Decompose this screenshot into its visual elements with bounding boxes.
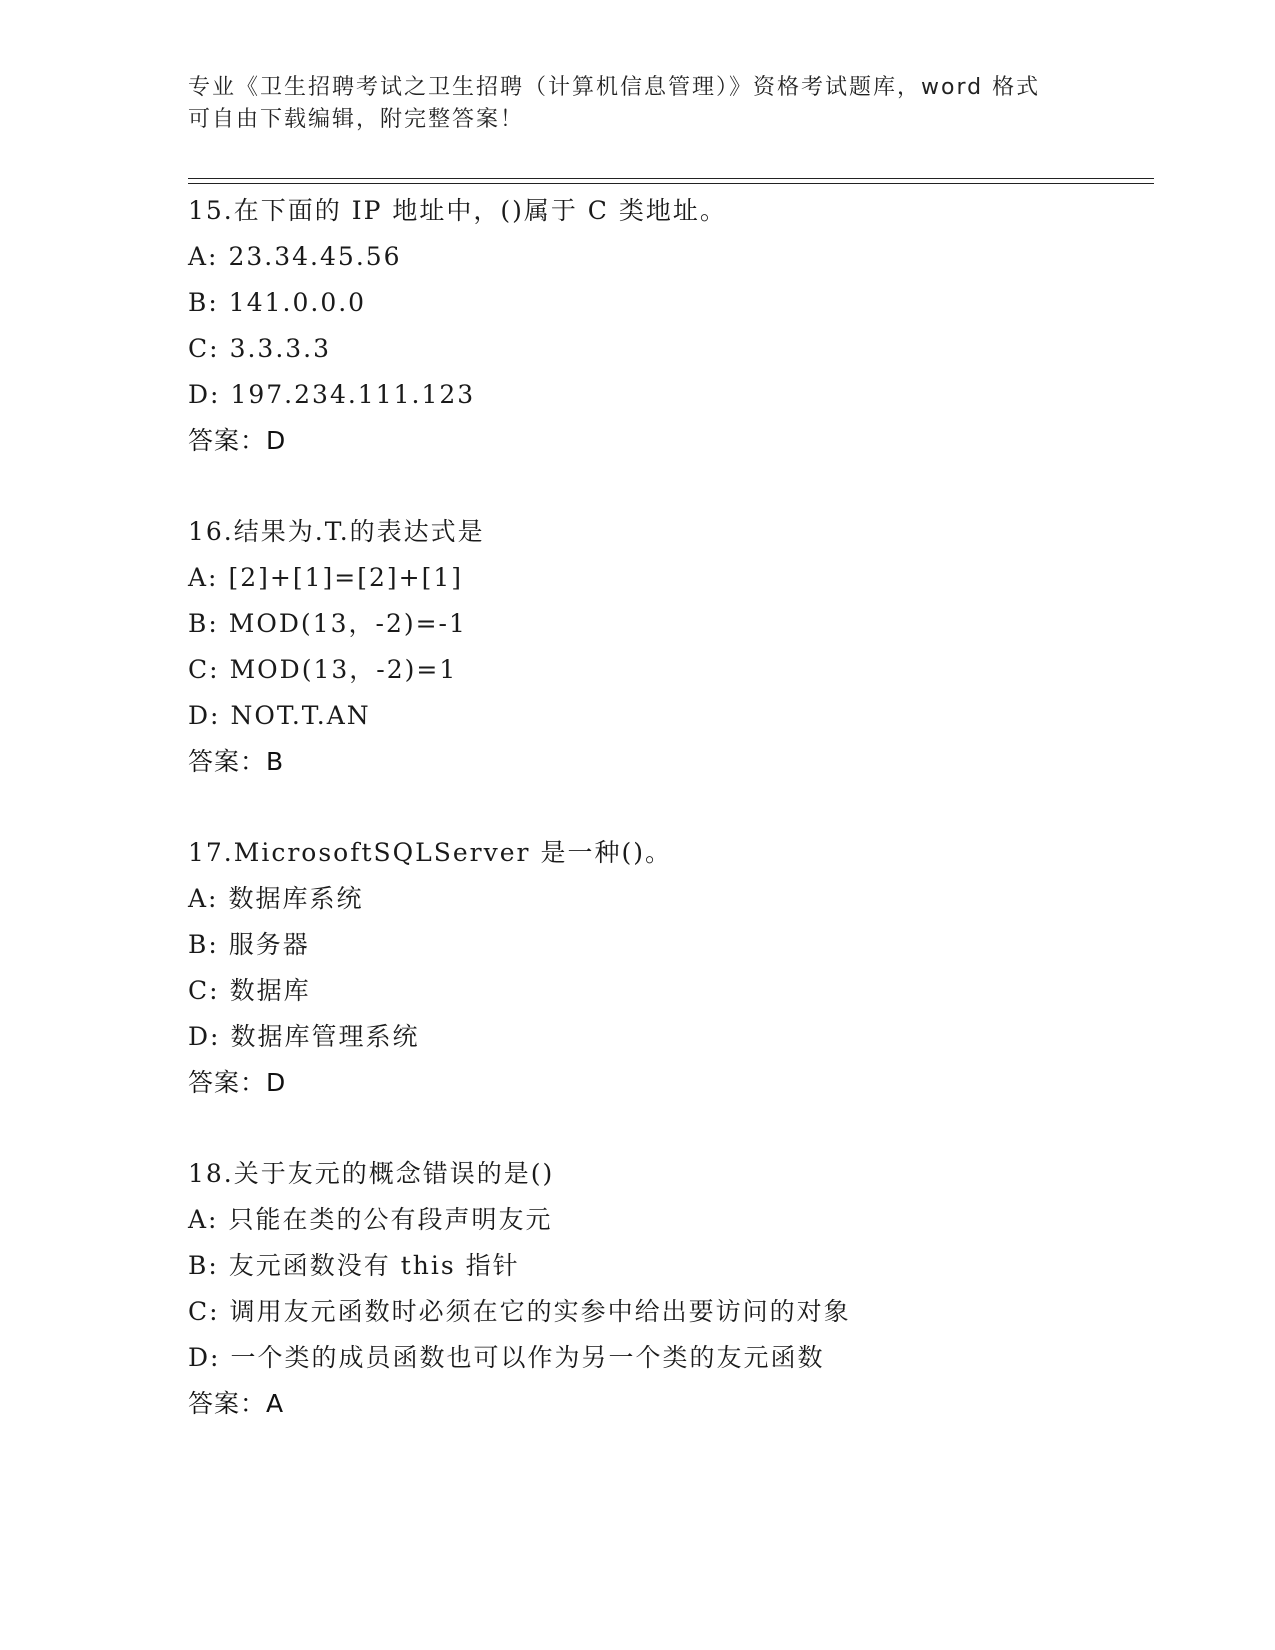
option-d	[188, 1335, 1148, 1381]
question-stem: 17.MicrosoftSQLServer 是一种()。	[188, 838, 672, 867]
question-17	[188, 830, 1148, 1106]
option-key: C:	[188, 976, 220, 1005]
option-text: 友元函数没有 this 指针	[228, 1251, 520, 1280]
option-key: B:	[188, 1251, 219, 1280]
option-text: MOD(13，-2)=-1	[228, 609, 467, 638]
option-key: A:	[188, 563, 219, 592]
option-text: 只能在类的公有段声明友元	[228, 1205, 553, 1234]
header-divider-top	[188, 178, 1154, 179]
option-d	[188, 693, 1148, 739]
option-key: B:	[188, 288, 219, 317]
header-divider-bottom	[188, 183, 1154, 184]
option-text: 197.234.111.123	[230, 380, 476, 409]
document-header	[188, 72, 1088, 136]
option-text: NOT.T.AN	[230, 701, 371, 730]
answer-line: 答案：B	[188, 747, 285, 776]
question-stem: 15.在下面的 IP 地址中，()属于 C 类地址。	[188, 196, 727, 225]
option-a	[188, 555, 1148, 601]
question-stem: 16.结果为.T.的表达式是	[188, 517, 485, 546]
option-text: MOD(13，-2)=1	[229, 655, 458, 684]
option-key: A:	[188, 1205, 219, 1234]
option-a	[188, 234, 1148, 280]
option-a	[188, 876, 1148, 922]
question-18	[188, 1151, 1148, 1427]
option-c	[188, 1289, 1148, 1335]
option-key: B:	[188, 930, 219, 959]
option-key: B:	[188, 609, 219, 638]
question-15	[188, 188, 1148, 464]
answer-line: 答案：D	[188, 1068, 287, 1097]
answer-line: 答案：A	[188, 1389, 285, 1418]
header-line-2: 可自由下载编辑，附完整答案！	[188, 107, 525, 132]
option-b	[188, 280, 1148, 326]
option-key: D:	[188, 1343, 221, 1372]
option-b	[188, 601, 1148, 647]
option-text: 调用友元函数时必须在它的实参中给出要访问的对象	[229, 1297, 851, 1326]
option-c	[188, 968, 1148, 1014]
option-text: 数据库管理系统	[230, 1022, 420, 1051]
option-text: 23.34.45.56	[228, 242, 402, 271]
question-16	[188, 509, 1148, 785]
option-b	[188, 1243, 1148, 1289]
option-c	[188, 326, 1148, 372]
question-list	[188, 188, 1148, 1472]
option-key: C:	[188, 334, 220, 363]
option-text: 服务器	[228, 930, 310, 959]
option-d	[188, 372, 1148, 418]
option-text: 一个类的成员函数也可以作为另一个类的友元函数	[230, 1343, 825, 1372]
option-key: A:	[188, 884, 219, 913]
option-text: 数据库	[229, 976, 311, 1005]
option-key: A:	[188, 242, 219, 271]
option-key: C:	[188, 655, 220, 684]
option-d	[188, 1014, 1148, 1060]
option-key: D:	[188, 380, 221, 409]
option-key: D:	[188, 701, 221, 730]
option-text: 数据库系统	[228, 884, 364, 913]
answer-line: 答案：D	[188, 426, 287, 455]
option-text: 3.3.3.3	[229, 334, 332, 363]
option-key: C:	[188, 1297, 220, 1326]
option-b	[188, 922, 1148, 968]
option-text: 141.0.0.0	[228, 288, 367, 317]
option-text: [2]+[1]=[2]+[1]	[228, 563, 463, 592]
option-key: D:	[188, 1022, 221, 1051]
option-a	[188, 1197, 1148, 1243]
header-line-1: 专业《卫生招聘考试之卫生招聘（计算机信息管理）》资格考试题库，word 格式	[188, 75, 1041, 100]
question-stem: 18.关于友元的概念错误的是()	[188, 1159, 555, 1188]
option-c	[188, 647, 1148, 693]
